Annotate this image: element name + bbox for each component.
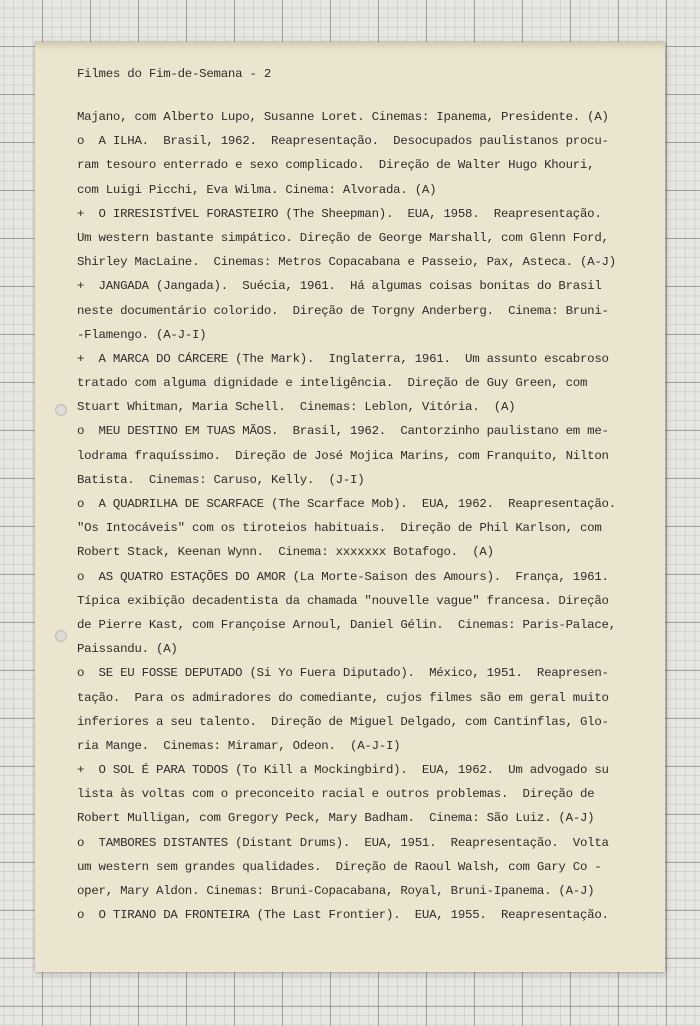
text-line: neste documentário colorido. Direção de Torgny Anderberg. Cinema: Bruni-: [77, 303, 609, 318]
text-line: o O TIRANO DA FRONTEIRA (The Last Frontier). EUA, 1955. Reapresentação.: [77, 908, 609, 923]
punch-hole-bottom: [55, 630, 67, 642]
text-line: oper, Mary Aldon. Cinemas: Bruni-Copacabana, Royal, Bruni-Ipanema. (A-J): [77, 884, 595, 898]
text-line: + O IRRESISTÍVEL FORASTEIRO (The Sheepman). EUA, 1958. Reapresentação.: [77, 206, 602, 221]
text-line: lista às voltas com o preconceito racial e outros problemas. Direção de: [77, 787, 595, 802]
text-line: de Pierre Kast, com Françoise Arnoul, Daniel Gélin. Cinemas: Paris-Palace,: [77, 617, 616, 632]
text-line: o MEU DESTINO EM TUAS MÃOS. Brasil, 1962. Cantorzinho paulistano em me-: [77, 424, 609, 439]
text-line: ria Mange. Cinemas: Miramar, Odeon. (A-J-I): [77, 738, 401, 753]
page-header: Filmes do Fim-de-Semana - 2: [77, 67, 272, 81]
text-line: com Luigi Picchi, Eva Wilma. Cinema: Alvorada. (A): [77, 182, 437, 197]
text-line: Robert Stack, Keenan Wynn. Cinema: xxxxxxx Botafogo. (A): [77, 545, 494, 560]
typewritten-page: [35, 42, 665, 972]
text-line: -Flamengo. (A-J-I): [77, 327, 207, 342]
text-line: ram tesouro enterrado e sexo complicado. Direção de Walter Hugo Khouri,: [77, 158, 595, 173]
text-line: Robert Mulligan, com Gregory Peck, Mary Badham. Cinema: São Luiz. (A-J): [77, 811, 595, 826]
text-line: Shirley MacLaine. Cinemas: Metros Copacabana e Passeio, Pax, Asteca. (A-J): [77, 255, 616, 270]
text-line: tação. Para os admiradores do comediante, cujos filmes são em geral muito: [77, 690, 609, 705]
text-line: o A QUADRILHA DE SCARFACE (The Scarface Mob). EUA, 1962. Reapresentação.: [77, 497, 616, 511]
text-line: o SE EU FOSSE DEPUTADO (Si Yo Fuera Diputado). México, 1951. Reapresen-: [77, 666, 609, 681]
page-text: [77, 66, 649, 927]
text-line: um western sem grandes qualidades. Direção de Raoul Walsh, com Gary Co -: [77, 859, 602, 874]
text-line: Batista. Cinemas: Caruso, Kelly. (J-I): [77, 472, 365, 487]
text-line: Stuart Whitman, Maria Schell. Cinemas: Leblon, Vitória. (A): [77, 400, 516, 415]
text-line: Um western bastante simpático. Direção de George Marshall, com Glenn Ford,: [77, 230, 609, 245]
text-line: Paissandu. (A): [77, 642, 178, 657]
text-line: lodrama fraquíssimo. Direção de José Mojica Marins, com Franquito, Nilton: [77, 448, 609, 463]
review-lines: [77, 105, 649, 927]
text-line: + A MARCA DO CÁRCERE (The Mark). Inglaterra, 1961. Um assunto escabroso: [77, 351, 609, 366]
punch-hole-top: [55, 404, 67, 416]
text-line: + JANGADA (Jangada). Suécia, 1961. Há algumas coisas bonitas do Brasil: [77, 279, 602, 294]
text-line: o A ILHA. Brasil, 1962. Reapresentação. Desocupados paulistanos procu-: [77, 134, 609, 149]
text-line: tratado com alguma dignidade e inteligência. Direção de Guy Green, com: [77, 376, 588, 391]
text-line: inferiores a seu talento. Direção de Miguel Delgado, com Cantinflas, Glo-: [77, 714, 609, 729]
text-line: "Os Intocáveis" com os tiroteios habituais. Direção de Phil Karlson, com: [77, 521, 602, 536]
text-line: Típica exibição decadentista da chamada "nouvelle vague" francesa. Direção: [77, 593, 609, 608]
text-line: + O SOL É PARA TODOS (To Kill a Mockingbird). EUA, 1962. Um advogado su: [77, 763, 609, 778]
text-line: o TAMBORES DISTANTES (Distant Drums). EUA, 1951. Reapresentação. Volta: [77, 835, 609, 850]
text-line: o AS QUATRO ESTAÇÕES DO AMOR (La Morte-Saison des Amours). França, 1961.: [77, 569, 609, 584]
text-line: Majano, com Alberto Lupo, Susanne Loret. Cinemas: Ipanema, Presidente. (A): [77, 110, 609, 124]
